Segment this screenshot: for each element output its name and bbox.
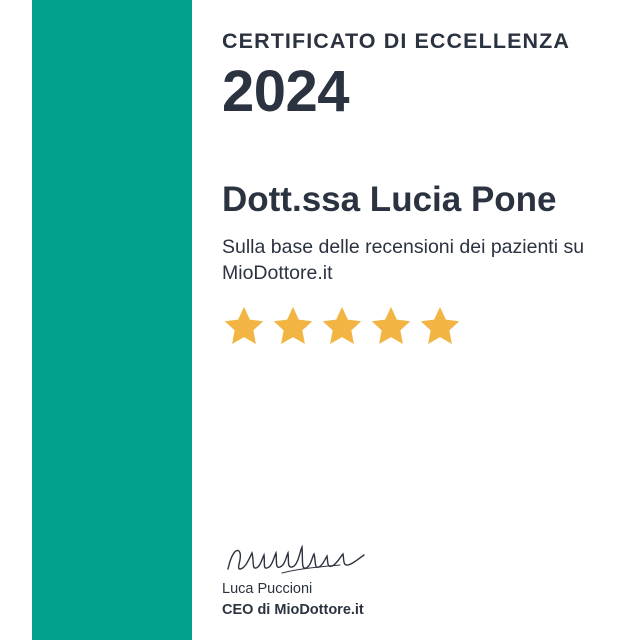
star-icon bbox=[418, 304, 462, 348]
certificate-subtitle: Sulla base delle recensioni dei pazienti su MioDottore.it bbox=[222, 235, 585, 285]
certificate-year: 2024 bbox=[222, 58, 350, 124]
star-icon bbox=[271, 304, 315, 348]
signature-role: CEO di MioDottore.it bbox=[222, 602, 364, 619]
rating-stars bbox=[222, 304, 614, 348]
certificate-content bbox=[222, 0, 614, 640]
signature-name: Luca Puccioni bbox=[222, 580, 313, 597]
star-icon bbox=[369, 304, 413, 348]
star-icon bbox=[222, 304, 266, 348]
certificate-eyebrow: CERTIFICATO DI ECCELLENZA bbox=[222, 29, 571, 53]
doctor-name: Dott.ssa Lucia Pone bbox=[222, 179, 557, 219]
star-icon bbox=[320, 304, 364, 348]
signature-mark-icon bbox=[222, 539, 614, 577]
accent-bar bbox=[32, 0, 192, 640]
signature-block bbox=[222, 539, 614, 623]
